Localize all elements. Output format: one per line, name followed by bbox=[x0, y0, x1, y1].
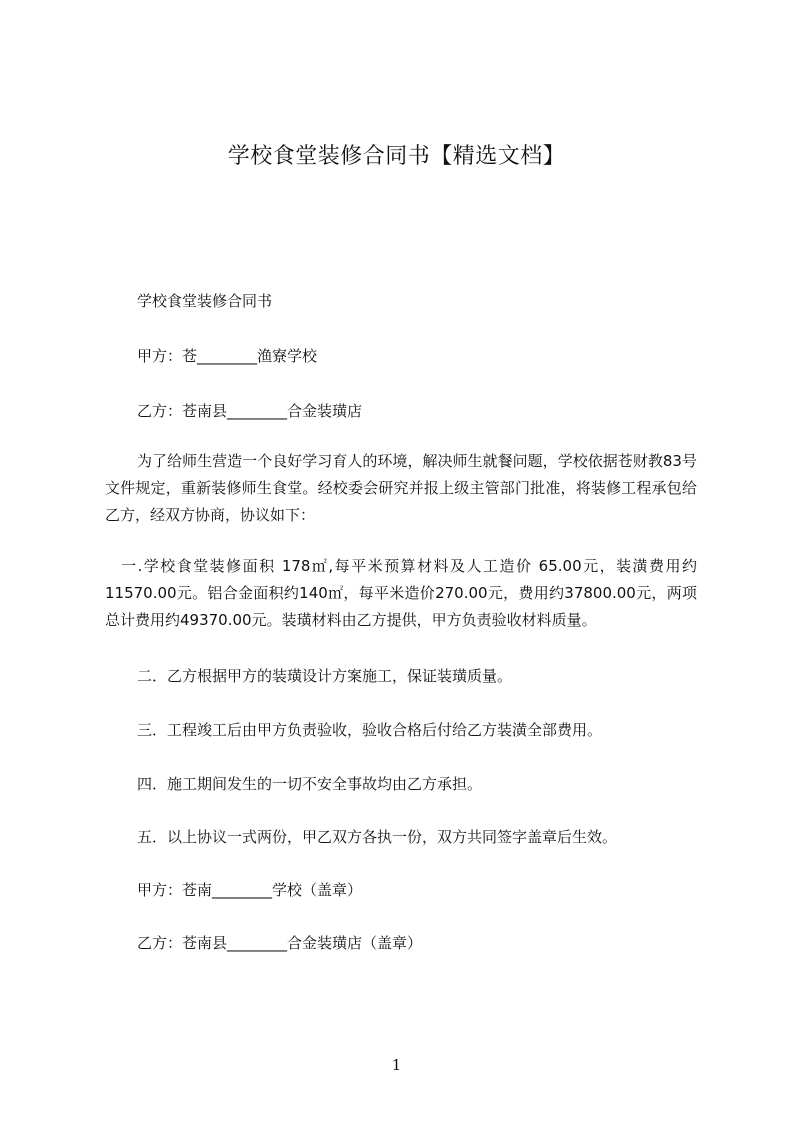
contract-subtitle: 学校食堂装修合同书 bbox=[137, 292, 273, 310]
clause-5: 五．以上协议一式两份，甲乙双方各执一份，双方共同签字盖章后生效。 bbox=[137, 828, 618, 846]
signature-party-b: 乙方：苍南县________合金装璜店（盖章） bbox=[137, 934, 423, 952]
clause-3: 三．工程竣工后由甲方负责验收，验收合格后付给乙方装潢全部费用。 bbox=[137, 721, 603, 739]
clause-4: 四．施工期间发生的一切不安全事故均由乙方承担。 bbox=[137, 775, 483, 793]
clause-1: 一.学校食堂装修面积 178㎡,每平米预算材料及人工造价 65.00元，装潢费用约11570.00元。铝合金面积约140㎡，每平米造价270.00元，费用约37800.00元，两项总计费用约49370.00元。装璜材料由乙方提供，甲方负责验收材料质量。 bbox=[105, 557, 697, 629]
page-number: 1 bbox=[391, 1056, 402, 1074]
signature-party-a: 甲方：苍南________学校（盖章） bbox=[137, 881, 363, 899]
party-a-line: 甲方：苍________渔寮学校 bbox=[137, 347, 318, 365]
party-b-line: 乙方：苍南县________合金装璜店 bbox=[137, 402, 363, 420]
clause-2: 二．乙方根据甲方的装璜设计方案施工，保证装璜质量。 bbox=[137, 667, 513, 685]
document-title: 学校食堂装修合同书【精选文档】 bbox=[227, 144, 566, 169]
intro-paragraph: 为了给师生营造一个良好学习育人的环境，解决师生就餐问题，学校依据苍财教83号文件规定，重新装修师生食堂。经校委会研究并报上级主管部门批准，将装修工程承包给乙方，经双方协商，协议如下： bbox=[105, 452, 697, 524]
